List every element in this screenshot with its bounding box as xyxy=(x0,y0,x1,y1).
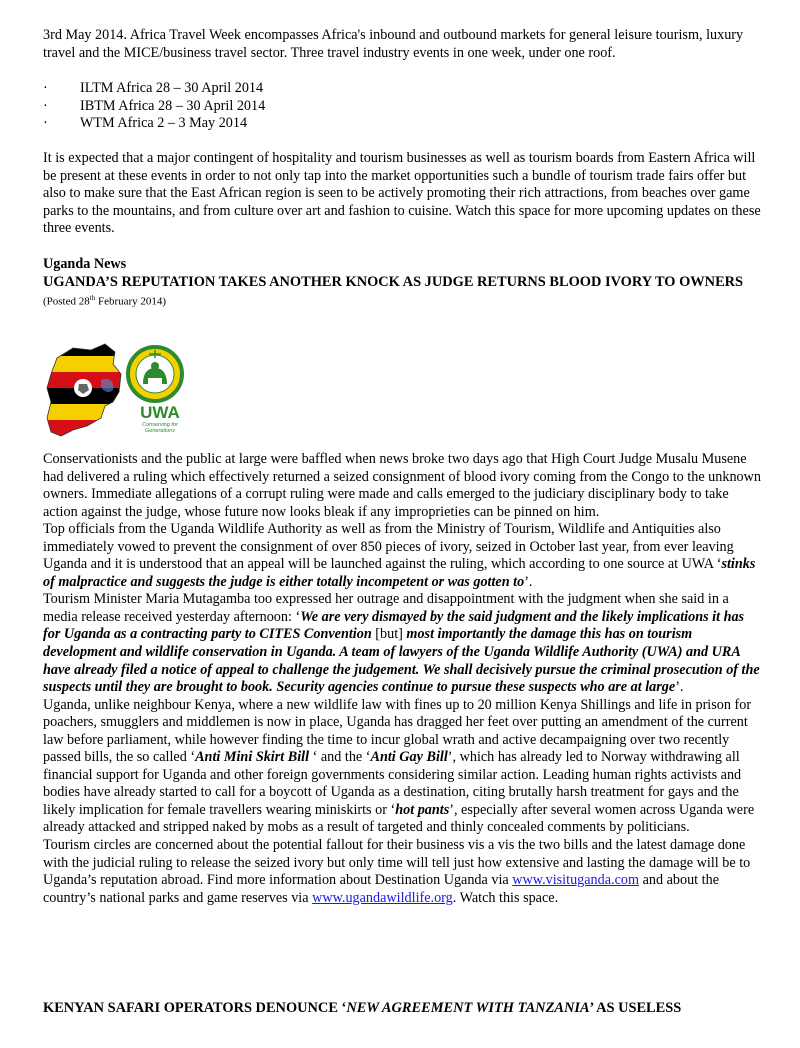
bullet-dot: · xyxy=(43,115,48,131)
expectation-paragraph: It is expected that a major contingent of hospitality and tourism businesses as well as tourism boards from Eastern Africa will be present at these events in order to not only tap into the market opportunities such a bundle of tourism trade fairs offer but also to make sure that the East African region is seen to be actively promoting their rich attractions, from beaches over game parks to the mountains, and from culture over art and fashion to cuisine. Watch this space for more upcoming updates on these three events. xyxy=(43,150,761,237)
uwa-tagline-line1: Conserving for xyxy=(142,422,178,428)
body-text-span: [but] xyxy=(371,626,407,643)
body-paragraph-5 xyxy=(43,837,761,907)
quote-emphasis: We are very dismayed by the said judgment and the likely implications it has for Uganda as a contracting party to CITES Convention xyxy=(43,608,745,643)
body-text-span: ’. xyxy=(675,679,684,696)
body-text-span: . Watch this space. xyxy=(452,889,559,906)
body-text-span: Tourism Minister Maria Mutagamba too expressed her outrage and disappointment with the judgment when she said in a media release received yesterday afternoon: ‘ xyxy=(43,591,729,625)
uwa-wordmark xyxy=(140,404,180,434)
posted-date-suffix: th xyxy=(89,294,96,303)
headline-part: KENYAN SAFARI OPERATORS DENOUNCE ‘ xyxy=(43,1000,347,1016)
bullet-dot: · xyxy=(43,80,48,96)
list-item-text: WTM Africa 2 – 3 May 2014 xyxy=(80,115,248,131)
list-item xyxy=(43,115,265,133)
article-headline: UGANDA’S REPUTATION TAKES ANOTHER KNOCK AS JUDGE RETURNS BLOOD IVORY TO OWNERS xyxy=(43,273,744,290)
visituganda-link[interactable]: www.visituganda.com xyxy=(512,872,640,889)
body-text-span: Top officials from the Uganda Wildlife Authority as well as from the Ministry of Tourism, Wildlife and Antiquities also immediately vowed to prevent the consignment of over 850 pieces of ivory, seized in October last year, from ever leaving Uganda and it is understood that an appeal will be launched against the ruling, which according to one source at UWA ‘ xyxy=(43,521,734,573)
event-list xyxy=(43,80,265,133)
list-item-text: ILTM Africa 28 – 30 April 2014 xyxy=(80,80,264,96)
body-text-span: ‘ and the ‘ xyxy=(309,749,371,766)
uwa-emblem xyxy=(128,347,182,401)
quote-emphasis: most importantly the damage this has on tourism development and wildlife conservation in Uganda. A team of lawyers of the Uganda Wildlife Authority (UWA) and URA have already filed a notice of appeal to challenge the judgement. We shall decisively pursue the criminal prosecution of the suspects until they are brought to book. Security agencies continue to pursue these suspects who are at large xyxy=(43,626,760,696)
body-paragraph-3 xyxy=(43,591,761,696)
list-item xyxy=(43,80,265,98)
bullet-dot: · xyxy=(43,97,48,114)
uwa-tagline xyxy=(140,422,180,434)
uwa-tagline-line2: Generations xyxy=(145,428,175,434)
list-item xyxy=(43,98,265,116)
posted-date-prefix: (Posted 28 xyxy=(43,295,90,308)
quote-emphasis: stinks of malpractice and suggests the judge is either totally incompetent or was gotten to xyxy=(43,556,756,590)
section-label: Uganda News xyxy=(43,256,127,272)
body-text-span: and about the country’s national parks and game reserves via xyxy=(43,872,719,906)
body-paragraph-2 xyxy=(43,521,761,591)
posted-date-rest: February 2014) xyxy=(95,295,167,308)
body-paragraph-1: Conservationists and the public at large were baffled when news broke two days ago that High Court Judge Musalu Musene had delivered a ruling which effectively returned a seized consignment of blood ivory coming from the Congo to the unknown owners. Immediate allegations of a corrupt ruling were made and calls emerged to the judiciary disciplinary body to take action against the judge, whose future now looks bleak if any improprieties can be pinned on him. xyxy=(43,451,761,520)
intro-paragraph: 3rd May 2014. Africa Travel Week encompasses Africa's inbound and outbound markets for general leisure tourism, luxury travel and the MICE/business travel sector. Three travel industry events in one week, under one roof. xyxy=(43,27,744,61)
headline-italic-part: NEW AGREEMENT WITH TANZANIA xyxy=(346,1000,590,1016)
body-text-span: ’, especially after several women across Uganda were already attacked and stripped naked by mobs as a result of targeted and thinly concealed comments by politicians. xyxy=(43,801,755,836)
bill-name-emphasis: Anti Gay Bill xyxy=(370,749,448,766)
body-text-span: ’, which has already led to Norway withdrawing all financial support for Uganda and other foreign governments considering similar action. Leading human rights activists and bodies have already started to call for a boycott of Uganda as a destination, citing brutally harsh treatment for gays and the likely implication for female travellers wearing miniskirts or ‘ xyxy=(43,749,742,818)
body-text-span: ’. xyxy=(524,573,533,590)
next-article-headline xyxy=(43,1000,761,1018)
headline-part: ’ AS USELESS xyxy=(589,1000,682,1016)
term-emphasis: hot pants xyxy=(395,801,450,818)
body-paragraph-4 xyxy=(43,697,761,837)
logo-area xyxy=(43,340,323,450)
bill-name-emphasis: Anti Mini Skirt Bill xyxy=(195,749,310,766)
uganda-news-section xyxy=(43,256,761,309)
article-body xyxy=(43,451,761,907)
uwa-acronym: UWA xyxy=(140,403,180,422)
list-item-text: IBTM Africa 28 – 30 April 2014 xyxy=(80,97,266,114)
body-text-span: Uganda, unlike neighbour Kenya, where a new wildlife law with fines up to 20 million Kenya Shillings and life in prison for poachers, smugglers and middlemen is now in place, Uganda has dragged her feet over putting an amendment of the current law before parliament, while however finding the time to incur global wrath and active decampaigning over two recently passed bills, the so called ‘ xyxy=(43,696,752,766)
body-text-span: Tourism circles are concerned about the potential fallout for their business vis a vis the two bills and the latest damage done with the judicial ruling to release the seized ivory but only time will tell just how extensive and lasting the damage will be to Uganda’s reputation abroad. Find more information about Destination Uganda via xyxy=(43,837,751,889)
ugandawildlife-link[interactable]: www.ugandawildlife.org xyxy=(312,889,453,906)
posted-date xyxy=(43,291,761,309)
